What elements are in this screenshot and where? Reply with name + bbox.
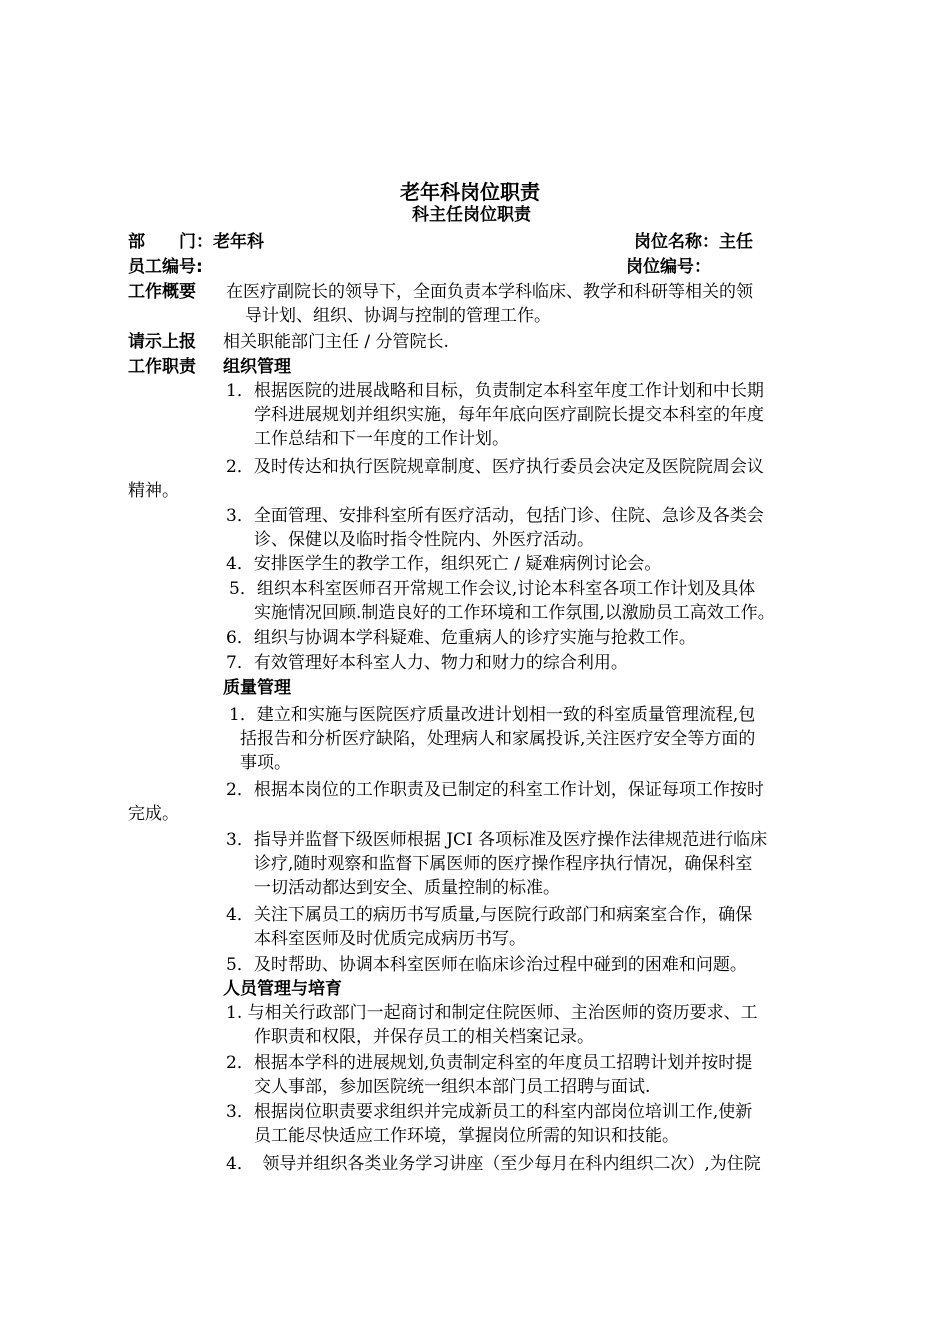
duty-item-line: 一切活动都达到安全、质量控制的标准。 <box>254 878 560 898</box>
duty-item-line: 2．根据本岗位的工作职责及已制定的科室工作计划，保证每项工作按时 <box>226 780 764 800</box>
position-name-field: 岗位名称：主任 <box>634 232 753 252</box>
duty-item-line: 3．全面管理、安排科室所有医疗活动，包括门诊、住院、急诊及各类会 <box>226 506 764 526</box>
duty-item-line: 2．及时传达和执行医院规章制度、医疗执行委员会决定及医院院周会议 <box>226 457 764 477</box>
duty-item-line: 3．指导并监督下级医师根据 JCI 各项标准及医疗操作法律规范进行临床 <box>226 830 768 850</box>
duty-item-line: 作职责和权限，并保存员工的相关档案记录。 <box>254 1027 594 1047</box>
overview-label: 工作概要 <box>128 282 196 302</box>
duty-item-line: 4． 领导并组织各类业务学习讲座（至少每月在科内组织二次）,为住院 <box>226 1154 761 1174</box>
position-number-field: 岗位编号： <box>626 257 711 277</box>
duty-item-line: 7．有效管理好本科室人力、物力和财力的综合利用。 <box>226 653 628 673</box>
duty-item-line: 员工能尽快适应工作环境，掌握岗位所需的知识和技能。 <box>254 1126 679 1146</box>
duty-item-line: 3．根据岗位职责要求组织并完成新员工的科室内部岗位培训工作,使新 <box>226 1102 753 1122</box>
document-subtitle: 科主任岗位职责 <box>412 205 531 225</box>
duty-item-line: 交人事部，参加医院统一组织本部门员工招聘与面试. <box>254 1077 651 1097</box>
report-to-text: 相关职能部门主任 / 分管院长. <box>223 332 449 352</box>
duty-item-line: 5．及时帮助、协调本科室医师在临床诊治过程中碰到的困难和问题。 <box>226 955 747 975</box>
duty-item-line: 括报告和分析医疗缺陷，处理病人和家属投诉,关注医疗安全等方面的 <box>240 729 756 749</box>
duty-item-line: 完成。 <box>128 804 179 824</box>
staff-number-field: 员工编号: <box>128 257 203 277</box>
duty-item-line: 实施情况回顾.制造良好的工作环境和工作氛围,以激励员工高效工作。 <box>254 603 775 623</box>
duty-item-line: 6．组织与协调本学科疑难、危重病人的诊疗实施与抢救工作。 <box>226 628 696 648</box>
duty-item-line: 诊、保健以及临时指令性院内、外医疗活动。 <box>254 530 594 550</box>
duty-item-line: 工作总结和下一年度的工作计划。 <box>254 429 509 449</box>
section-heading: 人员管理与培育 <box>223 979 342 999</box>
overview-line: 在医疗副院长的领导下，全面负责本学科临床、教学和科研等相关的领 <box>226 282 753 302</box>
section-heading: 组织管理 <box>223 357 291 377</box>
duty-item-line: 本科室医师及时优质完成病历书写。 <box>254 929 526 949</box>
duty-item-line: 1. 与相关行政部门一起商讨和制定住院医师、主治医师的资历要求、工 <box>226 1003 758 1023</box>
document-title: 老年科岗位职责 <box>400 180 540 204</box>
duty-item-line: 4．安排医学生的教学工作，组织死亡 / 疑难病例讨论会。 <box>226 554 662 574</box>
duty-item-line: 4．关注下属员工的病历书写质量,与医院行政部门和病案室合作，确保 <box>226 905 753 925</box>
duty-item-line: 5．组织本科室医师召开常规工作会议,讨论本科室各项工作计划及具体 <box>229 579 756 599</box>
duty-item-line: 诊疗,随时观察和监督下属医师的医疗操作程序执行情况，确保科室 <box>254 854 753 874</box>
duty-item-line: 学科进展规划并组织实施，每年年底向医疗副院长提交本科室的年度 <box>254 405 764 425</box>
section-heading: 质量管理 <box>223 678 291 698</box>
duty-item-line: 事项。 <box>240 753 291 773</box>
duty-item-line: 精神。 <box>128 481 179 501</box>
duty-item-line: 1．建立和实施与医院医疗质量改进计划相一致的科室质量管理流程,包 <box>229 705 756 725</box>
duty-item-line: 2．根据本学科的进展规划,负责制定科室的年度员工招聘计划并按时提 <box>226 1053 753 1073</box>
duties-label: 工作职责 <box>128 357 196 377</box>
report-to-label: 请示上报 <box>128 332 196 352</box>
overview-line: 导计划、组织、协调与控制的管理工作。 <box>245 306 551 326</box>
department-field: 部 门：老年科 <box>128 232 264 252</box>
duty-item-line: 1．根据医院的进展战略和目标，负责制定本科室年度工作计划和中长期 <box>226 381 764 401</box>
